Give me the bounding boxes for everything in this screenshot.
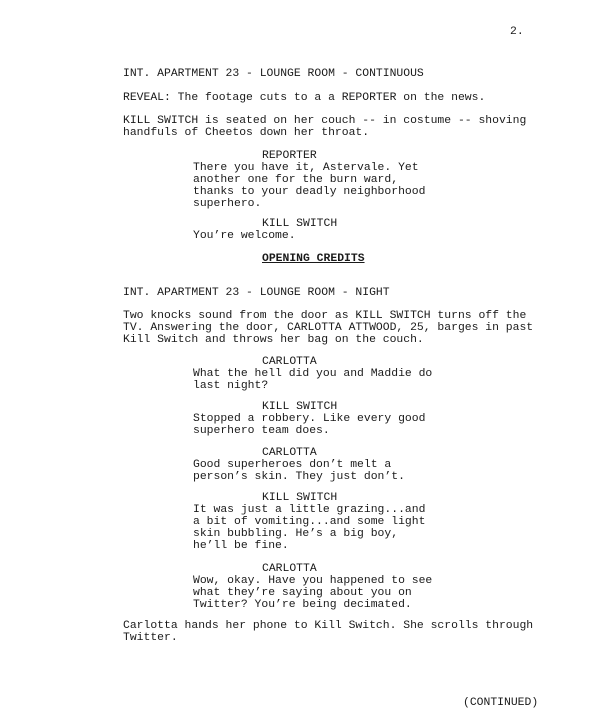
dialogue-line: he’ll be fine. [193,540,289,552]
continued-marker: (CONTINUED) [463,697,539,709]
dialogue-line: Twitter? You’re being decimated. [193,599,412,611]
character-name: KILL SWITCH [262,218,338,230]
dialogue-line: What the hell did you and Maddie do [193,368,433,380]
action-line: Twitter. [123,632,178,644]
dialogue-line: superhero team does. [193,425,330,437]
action-line: TV. Answering the door, CARLOTTA ATTWOOD, 25, barges in past [123,322,534,334]
page-number: 2. [510,26,524,38]
transition: OPENING CREDITS [262,253,365,265]
dialogue-line: Wow, okay. Have you happened to see [193,575,433,587]
dialogue-line: last night? [193,380,269,392]
character-name: CARLOTTA [262,563,317,575]
character-name: CARLOTTA [262,447,317,459]
dialogue-line: thanks to your deadly neighborhood [193,186,426,198]
scene-heading: INT. APARTMENT 23 - LOUNGE ROOM - CONTINUOUS [123,68,424,80]
character-name: KILL SWITCH [262,492,338,504]
character-name: REPORTER [262,150,317,162]
action-line: handfuls of Cheetos down her throat. [123,127,370,139]
dialogue-line: Stopped a robbery. Like every good [193,413,426,425]
action-line: Carlotta hands her phone to Kill Switch. She scrolls through [123,620,534,632]
dialogue-line: There you have it, Astervale. Yet [193,162,419,174]
dialogue-line: person’s skin. They just don’t. [193,471,405,483]
dialogue-line: skin bubbling. He’s a big boy, [193,528,399,540]
dialogue-line: another one for the burn ward, [193,174,399,186]
action-line: KILL SWITCH is seated on her couch -- in costume -- shoving [123,115,527,127]
action-line: Two knocks sound from the door as KILL SWITCH turns off the [123,310,527,322]
dialogue-line: You’re welcome. [193,230,296,242]
action-line: Kill Switch and throws her bag on the couch. [123,334,424,346]
action-line: REVEAL: The footage cuts to a a REPORTER on the news. [123,92,486,104]
character-name: KILL SWITCH [262,401,338,413]
scene-heading: INT. APARTMENT 23 - LOUNGE ROOM - NIGHT [123,287,390,299]
character-name: CARLOTTA [262,356,317,368]
dialogue-line: what they’re saying about you on [193,587,412,599]
dialogue-line: It was just a little grazing...and [193,504,426,516]
dialogue-line: superhero. [193,198,262,210]
dialogue-line: a bit of vomiting...and some light [193,516,426,528]
dialogue-line: Good superheroes don’t melt a [193,459,392,471]
